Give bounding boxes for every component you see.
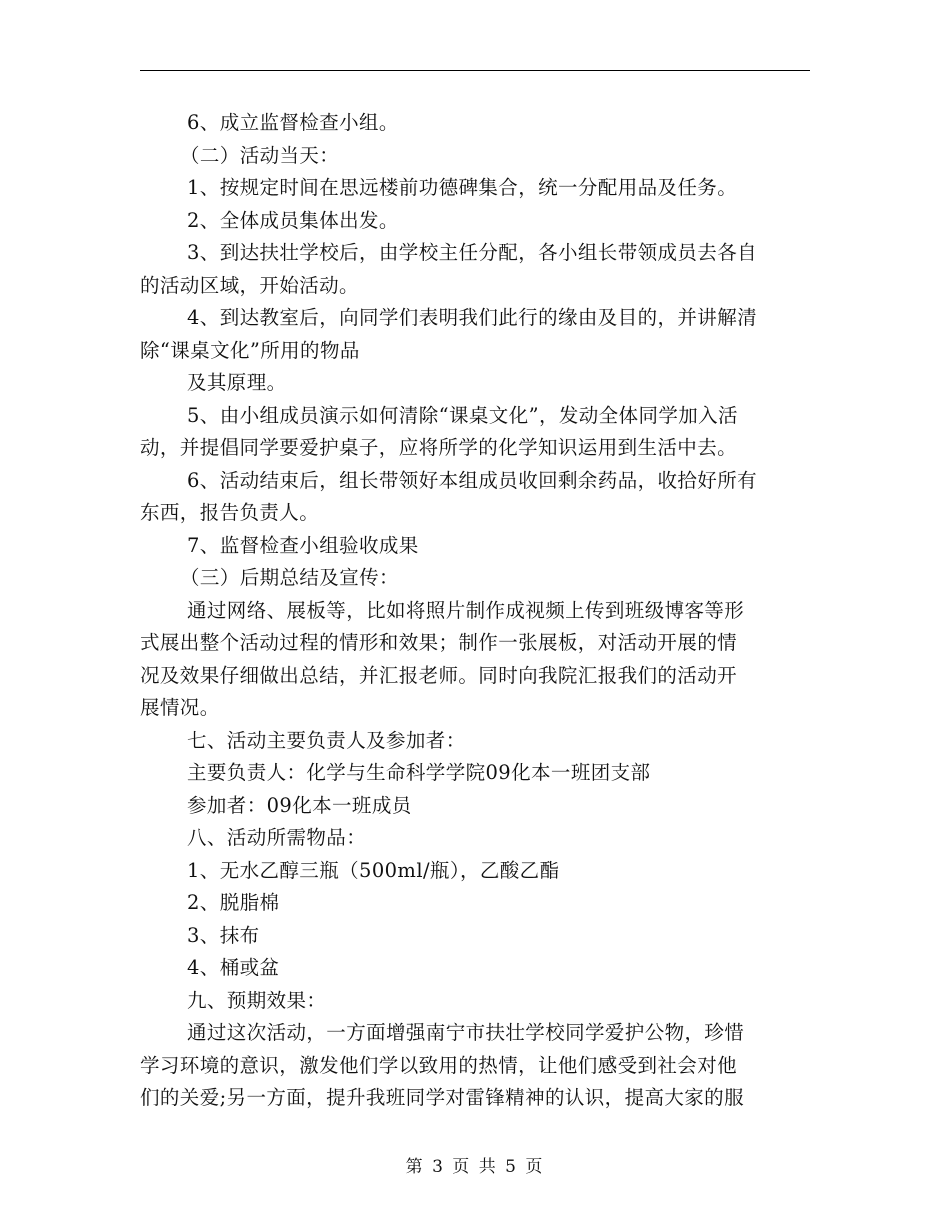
text-line: 1、按规定时间在思远楼前功德碑集合，统一分配用品及任务。 (187, 176, 738, 199)
text-line: 4、桶或盆 (187, 956, 280, 979)
text-line: 动，并提倡同学要爱护桌子，应将所学的化学知识运用到生活中去。 (140, 436, 738, 459)
document-body (140, 107, 810, 1115)
text-line: 的活动区域，开始活动。 (140, 273, 359, 297)
text-line: 东西，报告负责人。 (140, 501, 320, 524)
text-line: 主要负责人：化学与生命科学学院09化本一班团支部 (187, 761, 651, 784)
text-line: 们的关爱;另一方面，提升我班同学对雷锋精神的认识，提高大家的服 (140, 1086, 744, 1109)
text-line: 学习环境的意识，激发他们学以致用的热情，让他们感受到社会对他 (140, 1053, 738, 1077)
text-line: 3、抹布 (187, 923, 260, 947)
text-line: 七、活动主要负责人及参加者： (187, 728, 466, 752)
text-line: 及其原理。 (187, 371, 287, 394)
header-rule (140, 70, 810, 71)
text-line: 4、到达教室后，向同学们表明我们此行的缘由及目的，并讲解清 (187, 306, 758, 329)
text-line: 通过网络、展板等，比如将照片制作成视频上传到班级博客等形 (187, 598, 745, 622)
text-line: 3、到达扶壮学校后，由学校主任分配，各小组长带领成员去各自 (187, 241, 758, 264)
text-line: 除“课桌文化”所用的物品 (140, 338, 360, 362)
text-line: 2、脱脂棉 (187, 891, 280, 914)
text-line: 5、由小组成员演示如何清除“课桌文化”，发动全体同学加入活 (187, 403, 738, 427)
text-line: （三）后期总结及宣传： (180, 566, 399, 589)
text-line: 1、无水乙醇三瓶（500ml/瓶），乙酸乙酯 (187, 858, 560, 882)
text-line: 展情况。 (140, 696, 220, 719)
page-footer: 第 3 页 共 5 页 (405, 1157, 545, 1177)
text-line: 6、活动结束后，组长带领好本组成员收回剩余药品，收拾好所有 (187, 468, 758, 492)
text-line: 2、全体成员集体出发。 (187, 208, 399, 232)
text-line: 6、成立监督检查小组。 (187, 111, 399, 134)
text-line: 八、活动所需物品： (187, 826, 367, 849)
text-line: 参加者：09化本一班成员 (187, 793, 412, 817)
text-line: 况及效果仔细做出总结，并汇报老师。同时向我院汇报我们的活动开 (140, 663, 738, 687)
text-line: 九、预期效果： (187, 988, 327, 1012)
text-line: （二）活动当天： (180, 143, 340, 167)
text-line: 7、监督检查小组验收成果 (187, 533, 419, 557)
text-line: 通过这次活动，一方面增强南宁市扶壮学校同学爱护公物，珍惜 (187, 1021, 745, 1044)
text-line: 式展出整个活动过程的情形和效果；制作一张展板，对活动开展的情 (140, 631, 738, 654)
